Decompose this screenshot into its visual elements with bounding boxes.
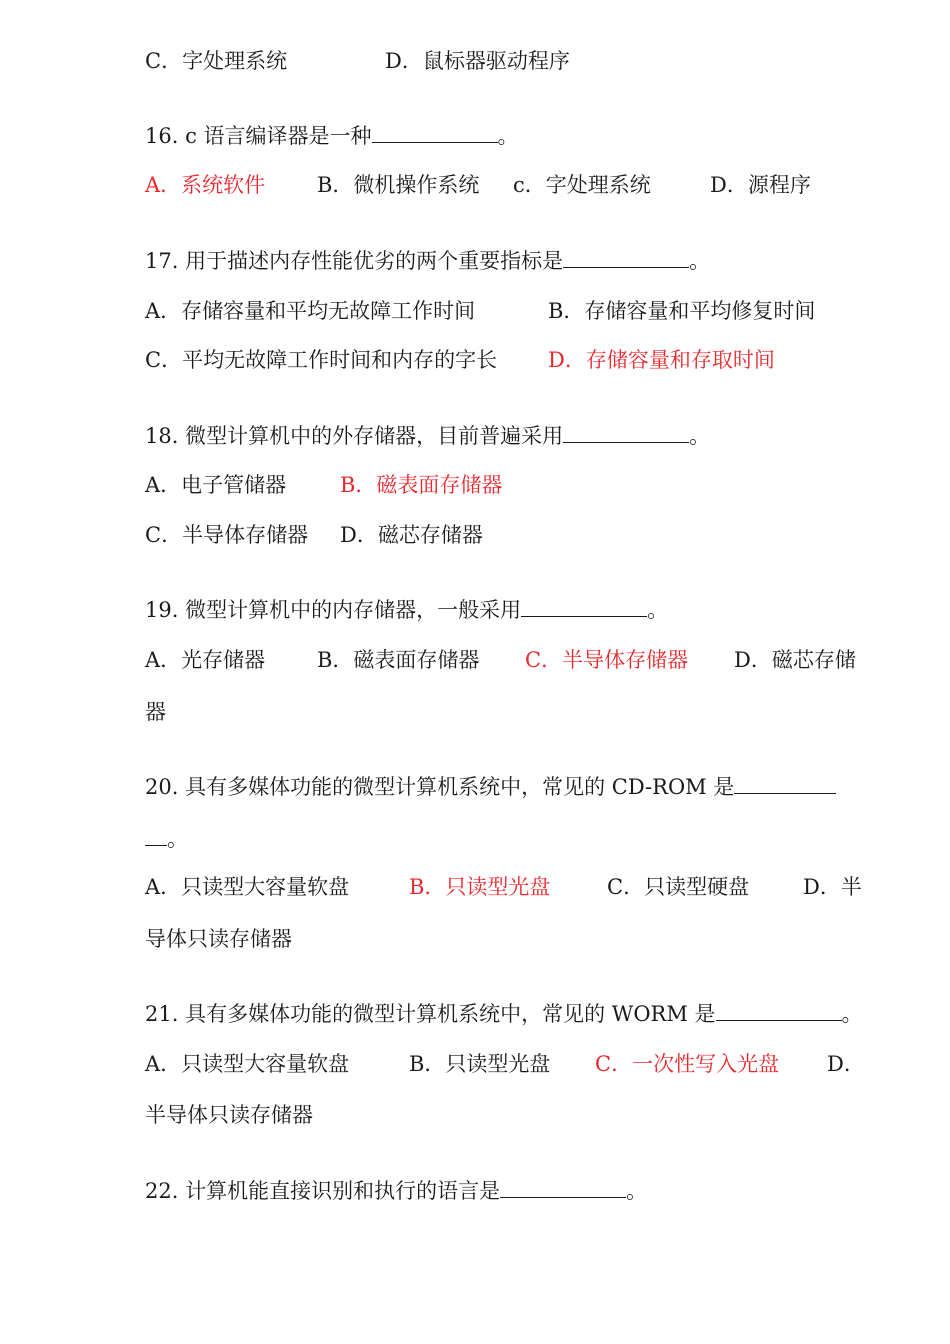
q20-stem-text: 20. 具有多媒体功能的微型计算机系统中，常见的 CD-ROM 是 [145,775,735,799]
q19-option-d-wrap: 器 [145,700,166,724]
q21-option-d: D． [827,1052,865,1076]
q22-stem [145,1177,647,1205]
q21-options [145,1050,865,1078]
q17-stem-text: 17. 用于描述内存性能优劣的两个重要指标是 [145,249,564,273]
q15-option-c: C．字处理系统 [145,49,288,73]
q17-stem [145,247,710,275]
q16-answer-blank [372,122,498,143]
q22-stem-text: 22. 计算机能直接识别和执行的语言是 [145,1179,501,1203]
q21-stem-text: 21. 具有多媒体功能的微型计算机系统中，常见的 WORM 是 [145,1002,716,1026]
q22-stem-end: 。 [626,1179,648,1203]
q19-option-d: D．磁芯存储 [734,648,856,672]
q19-options [145,646,865,674]
q19-stem [145,596,668,624]
q19-option-c-correct: C．半导体存储器 [525,648,689,672]
q20-option-b-correct: B．只读型光盘 [409,875,551,899]
q16-option-c: c．字处理系统 [513,173,651,197]
q18-options-cd [145,521,845,549]
q18-options-ab [145,471,845,499]
q17-option-c: C．平均无故障工作时间和内存的字长 [145,348,498,372]
q20-options [145,873,865,901]
q16-stem [145,122,519,150]
q20-answer-blank-cont [145,825,167,846]
q18-option-d: D．磁芯存储器 [340,523,483,547]
q21-option-a: A．只读型大容量软盘 [145,1052,350,1076]
q17-option-d-correct: D．存储容量和存取时间 [548,348,775,372]
q19-option-b: B．磁表面存储器 [317,648,480,672]
q17-option-b: B．存储容量和平均修复时间 [548,299,816,323]
q16-options [145,171,845,199]
q17-option-a: A．存储容量和平均无故障工作时间 [145,299,476,323]
q16-option-b: B．微机操作系统 [317,173,480,197]
q15-option-d: D．鼠标器驱动程序 [385,49,570,73]
q18-option-b-correct: B．磁表面存储器 [340,473,503,497]
q21-stem [145,1000,863,1028]
q18-option-c: C．半导体存储器 [145,523,309,547]
q21-option-c-correct: C．一次性写入光盘 [595,1052,780,1076]
q20-option-d: D．半 [803,875,862,899]
q18-stem-end: 。 [689,424,711,448]
q17-options-cd [145,346,865,374]
q18-stem [145,422,710,450]
q21-option-b: B．只读型光盘 [409,1052,551,1076]
q17-stem-end: 。 [689,249,711,273]
q16-option-a-correct: A．系统软件 [145,173,266,197]
q19-option-a: A．光存储器 [145,648,266,672]
q20-stem-end: 。 [167,827,188,851]
q19-stem-text: 19. 微型计算机中的内存储器，一般采用 [145,598,522,622]
q17-options-ab [145,297,865,325]
q22-answer-blank [500,1177,626,1198]
q20-stem [145,773,836,801]
q18-answer-blank [563,422,689,443]
q20-stem-wrap [145,825,188,853]
q20-answer-blank [734,773,836,794]
q16-stem-text: 16. c 语言编译器是一种 [145,124,372,148]
q21-stem-end: 。 [841,1002,863,1026]
q18-stem-text: 18. 微型计算机中的外存储器，目前普遍采用 [145,424,564,448]
q19-answer-blank [521,596,647,617]
q18-option-a: A．电子管储器 [145,473,287,497]
q15-options-cd [145,47,845,75]
q16-stem-end: 。 [497,124,519,148]
q21-option-d-wrap: 半导体只读存储器 [145,1103,313,1127]
q21-answer-blank [716,1000,842,1021]
q16-option-d: D．源程序 [710,173,811,197]
q19-stem-end: 。 [647,598,669,622]
q20-option-c: C．只读型硬盘 [607,875,750,899]
q17-answer-blank [563,247,689,268]
q20-option-d-wrap: 导体只读存储器 [145,927,292,951]
q20-option-a: A．只读型大容量软盘 [145,875,350,899]
